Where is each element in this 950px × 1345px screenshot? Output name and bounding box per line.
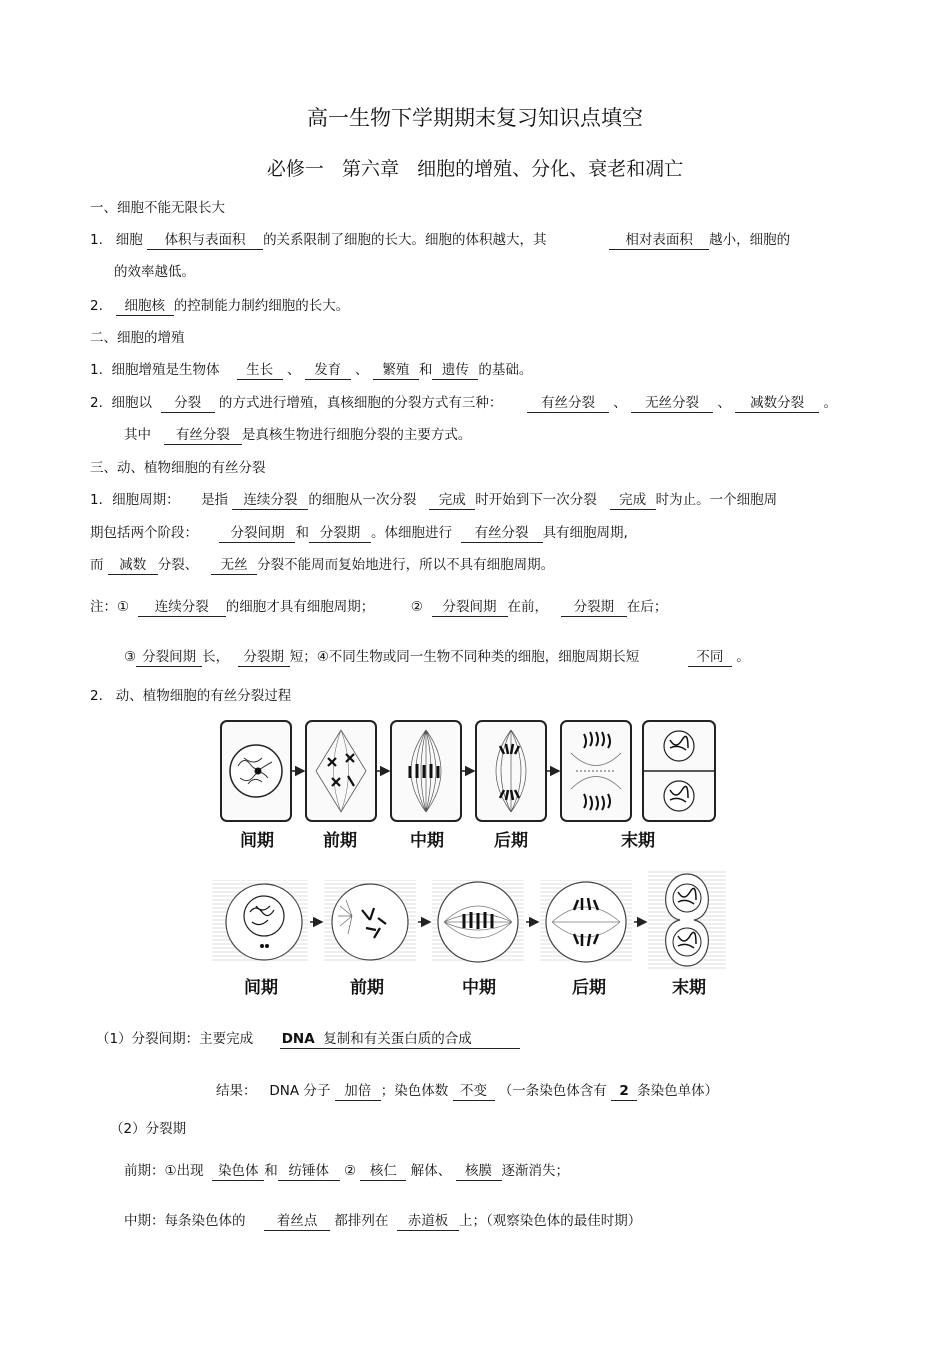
answer-blank: 不变 <box>453 1082 495 1101</box>
animal-interphase-cell <box>226 884 302 960</box>
question-1-1 <box>90 231 790 250</box>
q-text: DNA 分子 <box>269 1083 331 1099</box>
answer-blank: 分裂间期 <box>219 524 295 543</box>
answer-blank: 相对表面积 <box>609 231 709 250</box>
animal-anaphase-cell <box>546 882 626 962</box>
answer-blank: 遗传 <box>432 361 478 380</box>
q-text: 在后； <box>626 599 668 615</box>
q-text: 其中 <box>124 427 151 443</box>
plant-stage-labels <box>218 826 723 850</box>
q-text: 是指 <box>201 492 229 508</box>
q-number: 1. <box>90 362 103 378</box>
answer-blank: 完成 <box>429 491 475 510</box>
q-text: 时开始到下一次分裂 <box>475 492 597 508</box>
plant-telophase-cell <box>561 721 631 821</box>
stage-label: 前期 <box>350 978 384 998</box>
q-text: 结果： <box>216 1083 257 1099</box>
answer-dna: DNA <box>281 1031 315 1047</box>
answer-blank: 有丝分裂 <box>527 394 609 413</box>
answer-blank <box>280 1030 520 1049</box>
q-text: 中期：每条染色体的 <box>124 1213 246 1229</box>
q-text: 上；（观察染色体的最佳时期） <box>458 1213 642 1229</box>
separator: 、 <box>286 362 301 378</box>
q-text: 时为止。一个细胞周 <box>655 492 778 508</box>
plant-anaphase-cell <box>476 721 546 821</box>
answer-blank: 分裂 <box>161 394 215 413</box>
q-text: 分裂不能周而复始地进行，所以不具有细胞周期。 <box>257 557 555 573</box>
answer-blank: 完成 <box>610 491 656 510</box>
answer-blank: 发育 <box>305 361 351 380</box>
answer-blank: 染色体 <box>212 1162 264 1181</box>
q-text: ；染色体数 <box>380 1083 449 1099</box>
prophase-line <box>124 1162 569 1181</box>
note-line-1 <box>90 598 667 617</box>
answer-blank: 不同 <box>688 648 732 667</box>
animal-prophase-cell <box>332 884 408 960</box>
stage-label: 末期 <box>621 831 655 851</box>
note-line-2 <box>124 648 750 667</box>
punct: 。 <box>736 649 750 665</box>
q-text: 的方式进行增殖，真核细胞的分裂方式有三种： <box>218 395 503 411</box>
answer-blank: 核仁 <box>360 1162 406 1181</box>
q-text: 逐渐消失； <box>501 1163 569 1179</box>
answer-blank: 分裂间期 <box>432 598 508 617</box>
separator: 、 <box>717 395 731 411</box>
answer-blank: 赤道板 <box>397 1212 459 1231</box>
answer-blank: 2 <box>611 1082 637 1101</box>
metaphase-line <box>124 1212 641 1231</box>
plant-interphase-cell <box>221 721 291 821</box>
question-3-1-line3 <box>90 556 554 575</box>
question-3-1 <box>90 491 777 510</box>
q-text: 的细胞从一次分裂 <box>308 492 417 508</box>
answer-blank: 减数分裂 <box>735 394 819 413</box>
q-text: 和 <box>295 525 309 541</box>
q-number: 1． <box>90 492 113 508</box>
answer-blank: 体积与表面积 <box>147 231 263 250</box>
q-text: 前期：①出现 <box>124 1163 204 1179</box>
plant-daughter-cells <box>643 721 715 821</box>
q-text: 的基础。 <box>478 362 533 378</box>
stage-label: 中期 <box>462 978 496 998</box>
answer-blank: 分裂期 <box>309 524 371 543</box>
q-text: 在前， <box>507 599 548 615</box>
q-text: 具有细胞周期, <box>542 525 628 541</box>
q-number: 2. <box>90 688 103 704</box>
stage-label: 中期 <box>410 831 444 851</box>
answer-blank: 无丝 <box>211 556 257 575</box>
answer-blank: 连续分裂 <box>232 491 308 510</box>
mitosis-heading: （2）分裂期 <box>110 1121 187 1137</box>
q-text: 细胞以 <box>111 395 152 411</box>
page-subtitle: 必修一 第六章 细胞的增殖、分化、衰老和凋亡 <box>266 158 684 180</box>
separator: 、 <box>613 395 627 411</box>
q-text: 的细胞才具有细胞周期； <box>225 599 375 615</box>
punct: 。 <box>823 395 837 411</box>
q-text: 。体细胞进行 <box>370 525 452 541</box>
animal-mitosis-figure <box>212 870 727 970</box>
q-text: 都排列在 <box>334 1213 389 1229</box>
answer-blank: 有丝分裂 <box>461 524 543 543</box>
q-text: 是真核生物进行细胞分裂的主要方式。 <box>241 427 472 443</box>
answer-blank: 加倍 <box>335 1082 381 1101</box>
answer-blank: 减数 <box>108 556 158 575</box>
question-3-2 <box>90 687 291 705</box>
q-text: 短；④不同生物或同一生物不同种类的细胞，细胞周期长短 <box>289 649 640 665</box>
answer-blank: 分裂间期 <box>136 648 202 667</box>
stage-label: 间期 <box>244 978 278 998</box>
answer-blank: 有丝分裂 <box>164 426 242 445</box>
interphase-result <box>216 1082 718 1101</box>
q-number: 1. <box>90 232 103 248</box>
animal-metaphase-cell <box>438 882 518 962</box>
q-text: 条染色单体） <box>637 1083 719 1099</box>
stage-label: 间期 <box>240 831 274 851</box>
plant-metaphase-cell <box>391 721 461 821</box>
page-title: 高一生物下学期期末复习知识点填空 <box>307 106 643 130</box>
q-text: 分裂、 <box>157 557 199 573</box>
answer-blank: 连续分裂 <box>138 598 226 617</box>
q-text: ② <box>344 1163 357 1179</box>
stage-label: 前期 <box>323 831 357 851</box>
question-2-2-cont <box>124 426 471 445</box>
stage-label: 末期 <box>672 978 706 998</box>
question-3-1-line2 <box>90 524 628 543</box>
q-text: 注：① <box>90 599 130 615</box>
stage-label: 后期 <box>572 978 606 998</box>
q-text: ③ <box>124 649 137 665</box>
q-text: 解体、 <box>410 1163 452 1179</box>
answer-text: 复制和有关蛋白质的合成 <box>323 1031 472 1047</box>
answer-blank: 无丝分裂 <box>631 394 713 413</box>
question-1-1-cont: 的效率越低。 <box>114 264 195 280</box>
separator: 、 <box>355 362 369 378</box>
answer-blank: 着丝点 <box>264 1212 330 1231</box>
section-heading-2: 二、细胞的增殖 <box>90 330 185 346</box>
q-text: 期包括两个阶段： <box>90 525 198 541</box>
q-text: 细胞 <box>115 232 143 248</box>
q-text: 越小，细胞的 <box>709 232 791 248</box>
answer-blank: 细胞核 <box>116 297 174 316</box>
q-text: 和 <box>264 1163 278 1179</box>
answer-blank: 生长 <box>237 361 283 380</box>
q-text: （一条染色体含有 <box>498 1083 607 1099</box>
animal-stage-labels <box>212 973 727 997</box>
q-text: 细胞周期： <box>112 492 180 508</box>
section-heading-3: 三、动、植物细胞的有丝分裂 <box>90 460 266 476</box>
q-text: ② <box>410 599 423 615</box>
q-text: 长， <box>202 649 230 665</box>
answer-blank: 核膜 <box>456 1162 502 1181</box>
question-1-2 <box>90 297 349 316</box>
q-number: 2. <box>90 298 103 314</box>
question-2-1 <box>90 361 532 380</box>
answer-blank: 分裂期 <box>561 598 627 617</box>
q-text: 而 <box>90 557 104 573</box>
q-text: 的控制能力制约细胞的长大。 <box>173 298 350 314</box>
q-text: 细胞增殖是生物体 <box>111 362 220 378</box>
q-text: 和 <box>418 362 433 378</box>
q-text: （1）分裂间期：主要完成 <box>96 1031 254 1047</box>
answer-blank: 分裂期 <box>238 648 290 667</box>
interphase-line <box>96 1030 520 1049</box>
question-2-2 <box>90 394 837 413</box>
q-number: 2. <box>90 395 103 411</box>
answer-blank: 纺锤体 <box>278 1162 340 1181</box>
stage-label: 后期 <box>494 831 528 851</box>
plant-prophase-cell <box>306 721 376 821</box>
q-text: 的关系限制了细胞的长大。细胞的体积越大，其 <box>263 232 547 248</box>
section-heading-1: 一、细胞不能无限长大 <box>90 200 225 216</box>
q-text: 动、植物细胞的有丝分裂过程 <box>115 688 292 704</box>
answer-blank: 繁殖 <box>373 361 419 380</box>
